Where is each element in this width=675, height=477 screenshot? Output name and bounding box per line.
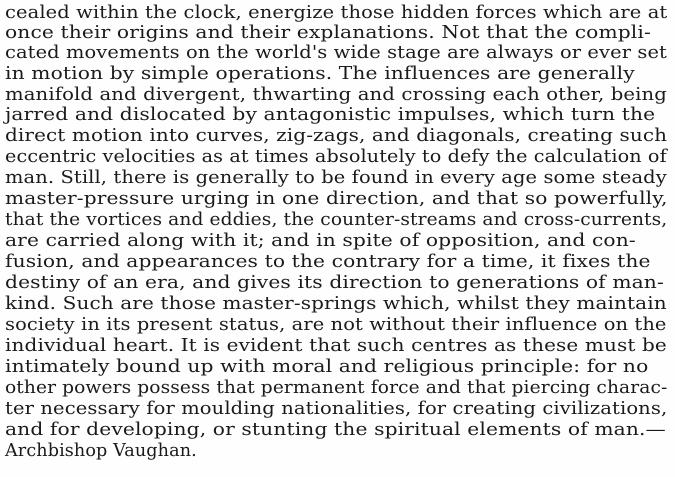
text-line: direct motion into curves, zig-zags, and diagonals, creating such: [5, 126, 668, 146]
text-line: eccentric velocities as at times absolutely to defy the calculation of: [5, 147, 667, 167]
text-line: fusion, and appearances to the contrary for a time, it fixes the: [5, 252, 651, 272]
text-line: in motion by simple operations. The influences are generally: [5, 64, 635, 84]
text-line: society in its present status, are not without their influence on the: [5, 315, 667, 335]
text-line: cealed within the clock, energize those hidden forces which are at: [5, 3, 668, 23]
text-line: are carried along with it; and in spite of opposition, and con-: [5, 231, 636, 251]
text-line: man. Still, there is generally to be found in every age some steady: [5, 168, 667, 188]
text-line: master-pressure urging in one direction, and that so powerfully,: [5, 189, 668, 209]
attribution: Archbishop Vaughan.: [5, 441, 197, 461]
text-line: other powers possess that permanent force and that piercing charac-: [5, 378, 668, 398]
text-line: intimately bound up with moral and religious principle: for no: [5, 357, 649, 377]
text-line: cated movements on the world's wide stage are always or ever set: [5, 43, 667, 63]
text-line: destiny of an era, and gives its direction to generations of man-: [5, 273, 664, 293]
text-line: jarred and dislocated by antagonistic impulses, which turn the: [5, 105, 656, 125]
text-line: that the vortices and eddies, the counter-streams and cross-currents,: [5, 210, 668, 230]
text-line: once their origins and their explanations. Not that the compli-: [5, 23, 651, 43]
text-line: manifold and divergent, thwarting and crossing each other, being: [5, 85, 667, 105]
text-line: kind. Such are those master-springs which, whilst they maintain: [5, 294, 667, 314]
text-line: ter necessary for moulding nationalities, for creating civilizations,: [5, 399, 668, 419]
text-line: individual heart. It is evident that such centres as these must be: [5, 336, 667, 356]
text-line: and for developing, or stunting the spiritual elements of man.—: [5, 420, 666, 440]
